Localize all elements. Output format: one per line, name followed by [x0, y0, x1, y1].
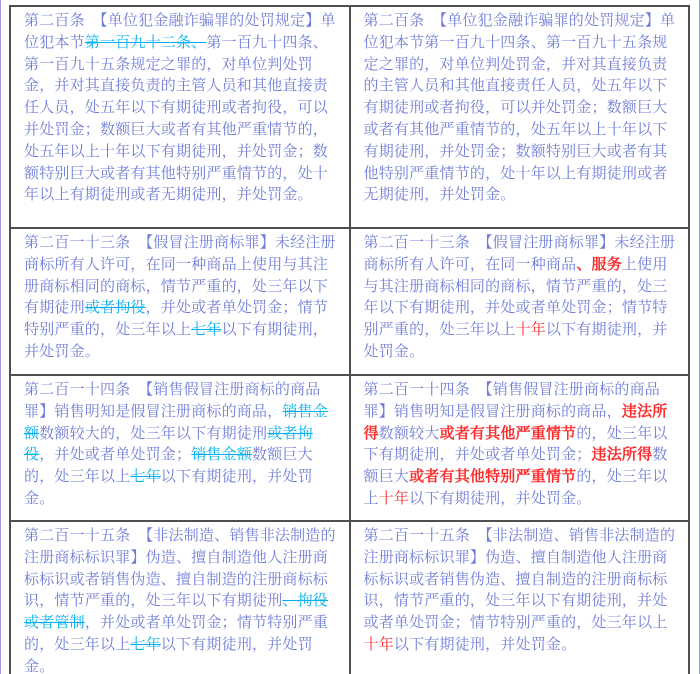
text-run: 数额巨大的，处三年以上	[24, 445, 313, 486]
text-run: 数额较大	[378, 423, 440, 442]
added-text: 违法所得	[591, 445, 653, 464]
deleted-text: 或者拘役	[84, 298, 146, 317]
text-run: ，并处或者单处罚金；情节特别严重的，处三年以上	[24, 613, 329, 653]
deleted-text: 销售金额	[191, 445, 253, 464]
deleted-text: 七年	[191, 320, 222, 339]
table-row-article-214	[10, 375, 689, 521]
deleted-text: 第一百九十二条、	[84, 32, 207, 51]
text-run: 第二百条 【单位犯金融诈骗罪的处罚规定】单位犯本节	[24, 11, 336, 51]
text-run: 的，处三年以下有期徒刑，并处或者单处罚金；	[363, 423, 668, 464]
text-run: 第二百条 【单位犯金融诈骗罪的处罚规定】单位犯本节第一百九十四条、第一百九十五条规定之罪的，对单位判处罚金，并对其直接负责的主管人员和其他直接责任人员，处五年以下有期徒刑或者拘役，可以并处罚金；数额巨大或者有其他严重情节的，处五年以上十年以下有期徒刑，并处罚金；数额特别巨大或者有其他特别严重情节的，处十年以上有期徒刑或者无期徒刑，并处罚金。	[363, 11, 676, 204]
text-run: 第一百九十四条、第一百九十五条规定之罪的，对单位判处罚金，并对其直接负责的主管人员和其他直接责任人员，处五年以下有期徒刑或者拘役，可以并处罚金；数额巨大或者有其他严重情节的，处五年以上十年以下有期徒刑，并处罚金；数额特别巨大或者有其他特别严重情节的，处十年以上有期徒刑或者无期徒刑，并处罚金。	[24, 32, 329, 204]
added-text: 或者有其他严重情节	[439, 423, 577, 442]
text-run: ，并处或者单处罚金；	[39, 445, 192, 464]
cell-new-article-213	[350, 228, 690, 375]
text-run: 以下有期徒刑，并处罚金。	[24, 467, 313, 507]
added-text: 十年	[378, 488, 410, 507]
text-run: 数额巨大	[363, 445, 668, 486]
cell-old-article-200	[10, 6, 350, 228]
deleted-text: 销售金额	[24, 401, 329, 442]
cell-old-article-214	[10, 375, 350, 521]
table-row-article-200	[10, 6, 689, 228]
added-text: 十年	[363, 634, 394, 653]
text-run: 以下有期徒刑，并处罚金。	[24, 634, 313, 674]
cell-new-article-215	[350, 521, 690, 674]
cell-new-article-214	[350, 375, 690, 521]
text-run: 第二百一十四条 【销售假冒注册商标的商品罪】销售明知是假冒注册商标的商品，	[24, 380, 321, 420]
cell-new-article-200	[350, 6, 690, 228]
text-run: 以下有期徒刑，并处罚金。	[409, 488, 592, 507]
text-run: 第二百一十三条 【假冒注册商标罪】未经注册商标所有人许可，在同一种商品上使用与其注册商标相同的商标，情节严重的，处三年以下有期徒刑	[24, 233, 336, 317]
law-comparison-table	[9, 5, 690, 674]
text-run: 第二百一十四条 【销售假冒注册商标的商品罪】销售明知是假冒注册商标的商品，	[363, 380, 661, 420]
law-comparison-table-body	[10, 6, 689, 674]
text-run: 第二百一十五条 【非法制造、销售非法制造的注册商标标识罪】伪造、擅自制造他人注册商标标识或者销售伪造、擅自制造的注册商标标识，情节严重的，处三年以下有期徒刑	[24, 526, 336, 610]
added-text: 或者有其他特别严重情节	[409, 467, 577, 486]
text-run: 以下有期徒刑，并处罚金。	[24, 320, 329, 360]
deleted-text: 、拘役或者管制	[24, 591, 329, 632]
text-run: 第二百一十五条 【非法制造、销售非法制造的注册商标标识罪】伪造、擅自制造他人注册商标标识或者销售伪造、擅自制造的注册商标标识，情节严重的，处三年以下有期徒刑，并处或者单处罚金；情节特别严重的，处三年以上	[363, 526, 676, 632]
deleted-text: 七年	[130, 467, 161, 486]
table-row-article-215	[10, 521, 689, 674]
text-run: 数额较大的，处三年以下有期徒刑	[39, 423, 268, 442]
table-row-article-213	[10, 228, 689, 375]
deleted-text: 或者拘役	[24, 423, 313, 464]
text-run: 上使用与其注册商标相同的商标，情节严重的，处三年以下有期徒刑，并处或者单处罚金；情节特别严重的，处三年以上	[363, 254, 668, 339]
text-run: 第二百一十三条 【假冒注册商标罪】未经注册商标所有人许可，在同一种商品	[363, 233, 676, 273]
text-run: 以下有期徒刑，并处罚金。	[393, 634, 577, 653]
text-run: 的，处三年以上	[363, 467, 668, 507]
cell-old-article-215	[10, 521, 350, 674]
added-text: 、服务	[576, 254, 622, 273]
cell-old-article-213	[10, 228, 350, 375]
added-text: 违法所得	[363, 401, 668, 442]
text-run: 以下有期徒刑，并处罚金。	[363, 320, 668, 360]
text-run: ，并处或者单处罚金；情节特别严重的，处三年以上	[24, 298, 329, 339]
added-text: 十年	[515, 320, 546, 339]
deleted-text: 七年	[130, 634, 161, 653]
